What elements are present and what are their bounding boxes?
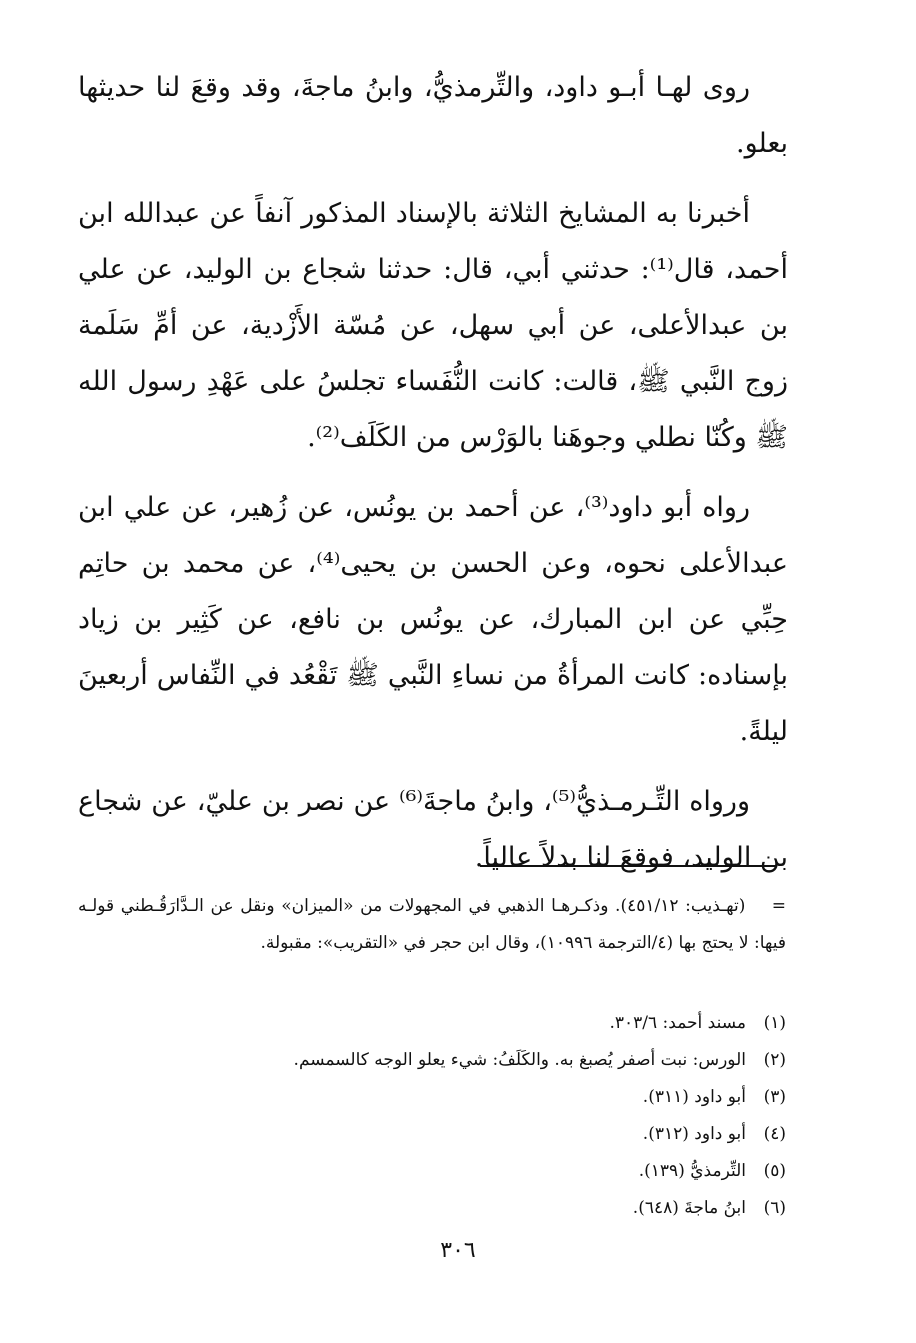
footnote-separator xyxy=(480,865,776,867)
paragraph: أخبرنا به المشايخ الثلاثة بالإسناد المذكور آنفاً عن عبدالله ابن أحمد، قال⁽¹⁾: حدثني أبي، قال: حدثنا شجاع بن الوليد، عن علي بن عبدالأعلى، عن أبي سهل، عن مُسّة الأَزْدية، عن أمِّ سَلَمة زوج النَّبي ﷺ، قالت: كانت النُّفَساء تجلسُ على عَهْدِ رسول الله ﷺ وكُنّا نطلي وجوهَنا بالوَرْس من الكَلَف⁽²⁾. xyxy=(78,198,788,453)
continuation-marker: = xyxy=(771,896,786,916)
footnote-item xyxy=(78,1005,786,1042)
page-number: ٣٠٦ xyxy=(440,1238,476,1263)
paragraph: ورواه التِّـرمـذيُّ⁽⁵⁾، وابنُ ماجةَ⁽⁶⁾ عن نصر بن عليّ، عن شجاع بن الوليد، فوقعَ لنا بدلاً عالياً. xyxy=(78,786,788,873)
footnote-list xyxy=(78,1005,786,1227)
footnote-number: (٦) xyxy=(763,1198,786,1218)
footnote-text: التِّرمذيُّ (١٣٩). xyxy=(638,1161,746,1181)
footnote-item xyxy=(78,1153,786,1190)
footnote-number: (٤) xyxy=(763,1124,786,1144)
footnote-number: (٣) xyxy=(763,1087,786,1107)
footnote-text: مسند أحمد: ٣٠٣/٦. xyxy=(609,1013,746,1033)
footnote-continuation xyxy=(78,888,786,962)
footnote-text: الورس: نبت أصفر يُصبغ به. والكَلَفُ: شيء يعلو الوجه كالسمسم. xyxy=(293,1050,746,1070)
main-text xyxy=(78,60,788,900)
footnote-item xyxy=(78,1190,786,1227)
paragraph: رواه أبو داود⁽³⁾، عن أحمد بن يونُس، عن زُهير، عن علي ابن عبدالأعلى نحوه، وعن الحسن بن يحيى⁽⁴⁾، عن محمد بن حاتِم حِبِّي عن ابن المبارك، عن يونُس بن نافع، عن كَثِير بن زياد بإسناده: كانت المرأةُ من نساءِ النَّبي ﷺ تَقْعُد في النِّفاس أربعينَ ليلةً. xyxy=(78,492,788,747)
footnote-text: أبو داود (٣١١). xyxy=(642,1087,746,1107)
footnote-text: أبو داود (٣١٢). xyxy=(642,1124,746,1144)
footnote-continuation-text: (تهـذيب: ٤٥١/١٢). وذكـرهـا الذهبي في المجهولات من «الميزان» ونقل عن الـدَّارَقُـطني قولـه فيها: لا يحتج بها (٤/الترجمة ١٠٩٩٦)، وقال ابن حجر في «التقريب»: مقبولة. xyxy=(78,896,786,953)
footnote-item xyxy=(78,1079,786,1116)
footnote-number: (١) xyxy=(763,1013,786,1033)
paragraph: روى لهـا أبـو داود، والتِّرمذيُّ، وابنُ ماجةَ، وقد وقعَ لنا حديثها بعلو. xyxy=(78,72,788,159)
footnote-number: (٢) xyxy=(763,1050,786,1070)
footnote-text: ابنُ ماجةَ (٦٤٨). xyxy=(632,1198,746,1218)
footnote-number: (٥) xyxy=(763,1161,786,1181)
footnote-item xyxy=(78,1042,786,1079)
footnote-item xyxy=(78,1116,786,1153)
